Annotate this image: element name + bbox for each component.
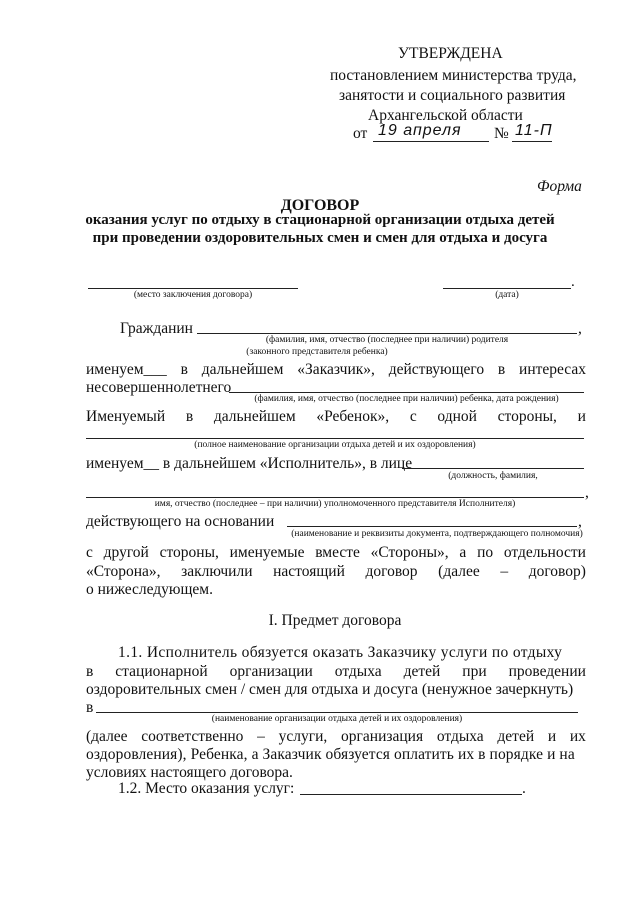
word: проведении <box>508 663 586 680</box>
word: именуемые <box>229 544 305 561</box>
word: вместе <box>315 544 360 561</box>
citizen-line <box>197 333 577 334</box>
form-label: Форма <box>537 178 582 195</box>
document-subtitle-2: при проведении оздоровительных смен и смен для отдыха и досуга <box>92 230 548 246</box>
word: настоящий <box>273 563 345 580</box>
word: отдыха <box>334 663 382 680</box>
place-caption: (место заключения договора) <box>133 290 253 300</box>
word: заключили <box>181 563 253 580</box>
word: (далее <box>438 563 480 580</box>
child-line <box>229 392 584 393</box>
word: соответственно <box>141 728 244 745</box>
word: – <box>500 563 509 580</box>
word: отдельности <box>503 544 586 561</box>
word: «Сторона», <box>86 563 161 580</box>
approval-number-line <box>512 141 552 142</box>
service-place-line <box>300 794 522 795</box>
document-subtitle-1: оказания услуг по отдыху в стационарной организации отдыха детей <box>85 212 555 228</box>
org-line <box>86 438 584 439</box>
sides-row <box>86 543 586 562</box>
date-caption: (дата) <box>495 290 519 300</box>
word: детей <box>403 663 441 680</box>
clause-1-1-line-7: условиях настоящего договора. <box>86 764 293 781</box>
word: другой <box>103 544 149 561</box>
basis-comma: , <box>578 513 582 530</box>
following-label: о нижеследующем. <box>86 581 213 598</box>
word: интересах <box>519 361 586 378</box>
word: в <box>86 663 94 680</box>
word: договор <box>365 563 418 580</box>
word: по <box>477 544 494 561</box>
approval-date-handwritten: 19 апреля <box>378 122 462 139</box>
word: в <box>497 361 506 378</box>
word: с <box>86 544 93 561</box>
word: их <box>569 728 586 745</box>
word: (далее <box>86 728 128 745</box>
word: стороны, <box>497 408 557 425</box>
word: «Ребенок», <box>316 408 390 425</box>
citizen-comma: , <box>578 320 582 337</box>
approval-line-3: Архангельской области <box>368 107 523 124</box>
org-caption: (полное наименование организации отдыха детей и их оздоровления) <box>194 440 476 450</box>
date-dot: . <box>571 274 575 290</box>
word: детей <box>497 728 535 745</box>
word: услуги, <box>278 728 328 745</box>
customer-row <box>86 360 586 379</box>
child-row <box>86 407 586 426</box>
approval-heading: УТВЕРЖДЕНА <box>398 45 503 62</box>
approval-line-2: занятости и социального развития <box>339 87 566 104</box>
word: а <box>459 544 467 561</box>
word: договор) <box>528 563 586 580</box>
word: организации <box>229 663 313 680</box>
word: при <box>462 663 487 680</box>
clause-1-1-row-2 <box>86 662 586 681</box>
org-name-caption: (наименование организации отдыха детей и их оздоровления) <box>211 714 463 724</box>
clause-1-1-line-3: оздоровительных смен / смен для отдыха и досуга (ненужное зачеркнуть) <box>86 681 574 698</box>
basis-label: действующего на основании <box>86 513 275 530</box>
word: дальнейшем <box>213 408 296 425</box>
org-name-line <box>96 712 578 713</box>
child-caption: (фамилия, имя, отчество (последнее при наличии) ребенка, дата рождения) <box>254 394 559 404</box>
service-place-dot: . <box>522 780 526 797</box>
word: стационарной <box>115 663 208 680</box>
word: дальнейшем <box>201 361 284 378</box>
minor-label: несовершеннолетнего <box>86 379 232 396</box>
word: Именуемый <box>86 408 166 425</box>
approval-date-line <box>373 141 489 142</box>
word: одной <box>437 408 477 425</box>
word: – <box>257 728 265 745</box>
clause-1-2-label: 1.2. Место оказания услуг: <box>118 780 295 797</box>
clause-1-1-line-1 <box>118 643 586 662</box>
word: с <box>409 408 417 425</box>
place-line <box>88 288 298 289</box>
concluded-row <box>86 562 586 581</box>
clause-1-1-text: 1.1. Исполнитель обязуется оказать Заказчику услуги по отдыху <box>118 644 563 661</box>
rep-comma: , <box>585 484 589 501</box>
position-line <box>402 468 584 469</box>
basis-caption: (наименование и реквизиты документа, подтверждающего полномочия) <box>291 529 583 539</box>
approval-from: от <box>353 125 368 142</box>
word: действующего <box>388 361 485 378</box>
rep-line <box>86 497 584 498</box>
clause-1-1-v: в <box>86 699 94 716</box>
word: организация <box>341 728 424 745</box>
word: стороны, <box>159 544 219 561</box>
word: в <box>185 408 194 425</box>
word: отдыха <box>436 728 484 745</box>
word: и <box>577 408 586 425</box>
document-title: ДОГОВОР <box>280 197 360 214</box>
section-1-heading: I. Предмет договора <box>268 612 402 629</box>
clause-1-1-row-5 <box>86 727 586 746</box>
word: в <box>180 361 188 378</box>
executor-label: именуем__ в дальнейшем «Исполнитель», в лице <box>86 455 413 472</box>
approval-number-sign: № <box>494 125 509 142</box>
approval-line-1: постановлением министерства труда, <box>330 67 577 84</box>
word: «Заказчик», <box>297 361 375 378</box>
citizen-caption-2: (законного представителя ребенка) <box>246 347 388 357</box>
approval-number-handwritten: 11-П <box>515 122 553 139</box>
citizen-caption-1: (фамилия, имя, отчество (последнее при наличии) родителя <box>265 335 509 345</box>
clause-1-1-line-6: оздоровления), Ребенка, а Заказчик обязуется оплатить их в порядке и на <box>86 746 575 763</box>
date-line <box>443 288 571 289</box>
citizen-label: Гражданин <box>120 320 193 337</box>
word: именуем___ <box>86 361 167 378</box>
rep-caption: имя, отчество (последнее – при наличии) уполномоченного представителя Исполнителя) <box>154 499 516 509</box>
position-caption: (должность, фамилия, <box>448 471 538 481</box>
word: «Стороны», <box>370 544 449 561</box>
basis-line <box>287 526 577 527</box>
word: и <box>547 728 557 745</box>
